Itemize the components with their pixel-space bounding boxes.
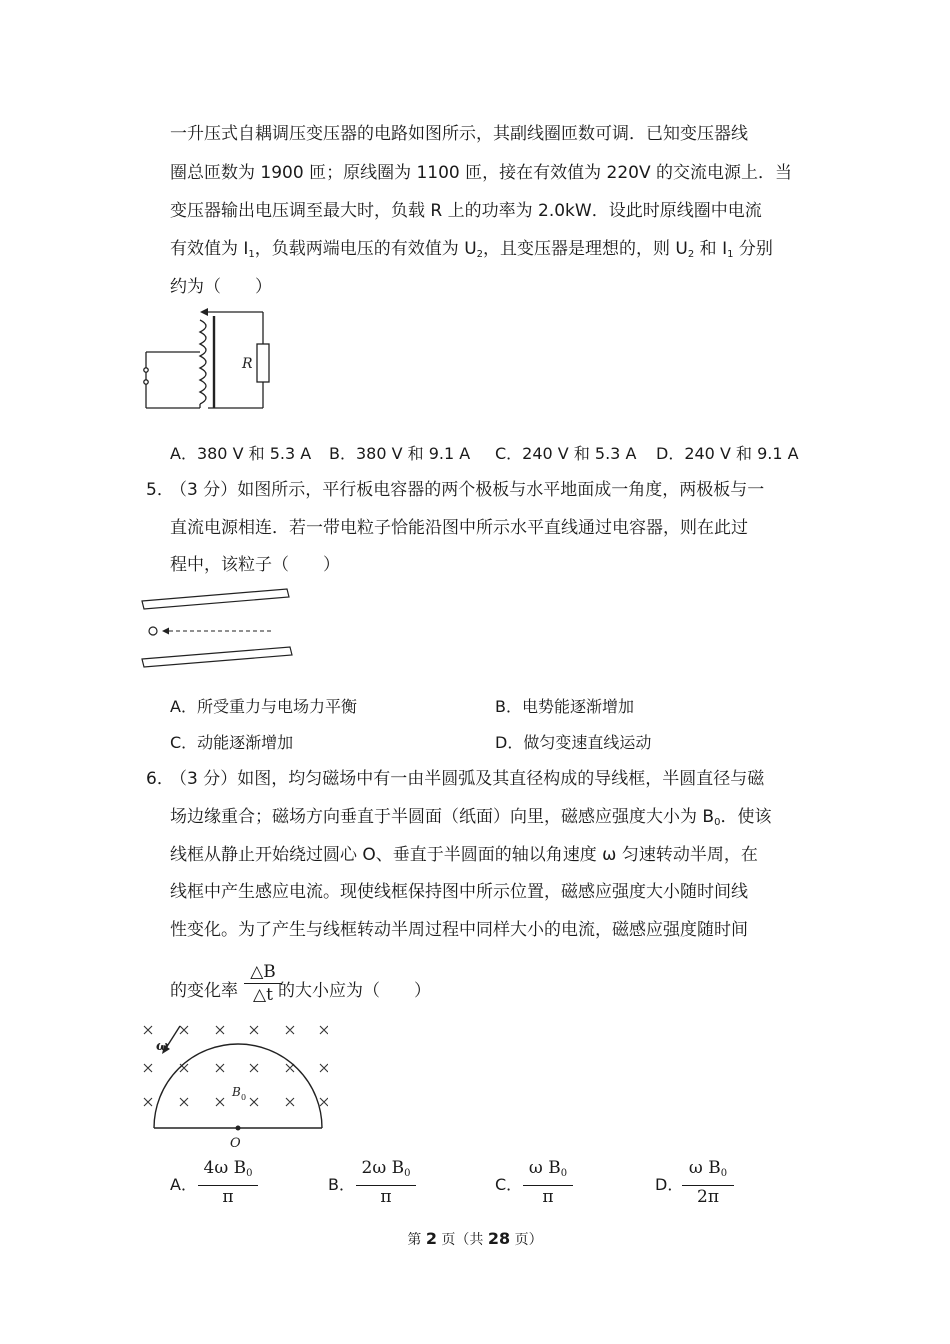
transformer-circuit-figure <box>138 306 273 412</box>
q4-text-line-1: 一升压式自耦调压变压器的电路如图所示，其副线圈匝数可调．已知变压器线 <box>170 124 748 144</box>
q6-text-line-3: 线框从静止开始绕过圆心 O、垂直于半圆面的轴以角速度 ω 匀速转动半周，在 <box>170 845 758 865</box>
q6-text-line-6: 的变化率 的大小应为（ ） <box>170 981 431 1001</box>
q5-option-d[interactable]: D．做匀变速直线运动 <box>495 733 652 752</box>
semicircle-field-figure <box>138 1018 328 1153</box>
q4-option-a[interactable]: A．380 V 和 5.3 A <box>170 444 312 463</box>
q4-text-line-3: 变压器输出电压调至最大时，负载 R 上的功率为 2.0kW．设此时原线圈中电流 <box>170 201 762 221</box>
page-footer: 第 2 页（共 28 页） <box>407 1229 543 1248</box>
svg-text:B: B <box>232 1085 241 1099</box>
q4-option-b[interactable]: B．380 V 和 9.1 A <box>329 444 471 463</box>
q4-text-line-2: 圈总匝数为 1900 匝；原线圈为 1100 匝，接在有效值为 220V 的交流电源上．当 <box>170 163 793 183</box>
q6-number: 6． <box>146 769 174 789</box>
q5-text-line-1: （3 分）如图所示，平行板电容器的两个极板与水平地面成一角度，两极板与一 <box>170 480 765 500</box>
q6-option-b-label[interactable]: B． <box>328 1175 355 1194</box>
q5-option-a[interactable]: A．所受重力与电场力平衡 <box>170 697 357 716</box>
rate-fraction: △B △t <box>244 962 282 1005</box>
svg-text:0: 0 <box>241 1093 247 1102</box>
q5-number: 5． <box>146 480 174 500</box>
q6-option-d-fraction[interactable]: ω $B_0$ 2π <box>682 1158 734 1207</box>
q5-option-b[interactable]: B．电势能逐渐增加 <box>495 697 634 716</box>
q5-text-line-3: 程中，该粒子（ ） <box>170 555 340 575</box>
q4-text-line-4: 有效值为 $I_1$，负载两端电压的有效值为 $U_2$，且变压器是理想的，则 $U_2$ 和 $I_1$ 分别 <box>170 239 773 260</box>
q6-option-d-label[interactable]: D． <box>655 1175 684 1194</box>
q6-text-line-4: 线框中产生感应电流。现使线框保持图中所示位置，磁感应强度大小随时间线 <box>170 882 748 902</box>
q6-text-line-2: 场边缘重合；磁场方向垂直于半圆面（纸面）向里，磁感应强度大小为 $B_0$．使该 <box>170 807 772 828</box>
svg-text:O: O <box>230 1136 241 1151</box>
q4-option-c[interactable]: C．240 V 和 5.3 A <box>495 444 637 463</box>
q5-text-line-2: 直流电源相连．若一带电粒子恰能沿图中所示水平直线通过电容器，则在此过 <box>170 518 748 538</box>
capacitor-figure <box>140 585 300 677</box>
q4-option-d[interactable]: D．240 V 和 9.1 A <box>656 444 799 463</box>
q6-option-c-label[interactable]: C． <box>495 1175 523 1194</box>
q6-text-line-5: 性变化。为了产生与线框转动半周过程中同样大小的电流，磁感应强度随时间 <box>170 920 748 940</box>
q4-text-line-5: 约为（ ） <box>170 277 272 297</box>
q6-option-a-label[interactable]: A． <box>170 1175 197 1194</box>
q6-option-a-fraction[interactable]: 4ω $B_0$ π <box>198 1158 258 1207</box>
q5-option-c[interactable]: C．动能逐渐增加 <box>170 733 294 752</box>
q6-text-line-1: （3 分）如图，均匀磁场中有一由半圆弧及其直径构成的导线框，半圆直径与磁 <box>170 769 765 789</box>
q6-option-b-fraction[interactable]: 2ω $B_0$ π <box>356 1158 416 1207</box>
q6-option-c-fraction[interactable]: ω $B_0$ π <box>523 1158 573 1207</box>
resistor-label: R <box>242 356 253 372</box>
svg-text:ω: ω <box>156 1039 169 1054</box>
